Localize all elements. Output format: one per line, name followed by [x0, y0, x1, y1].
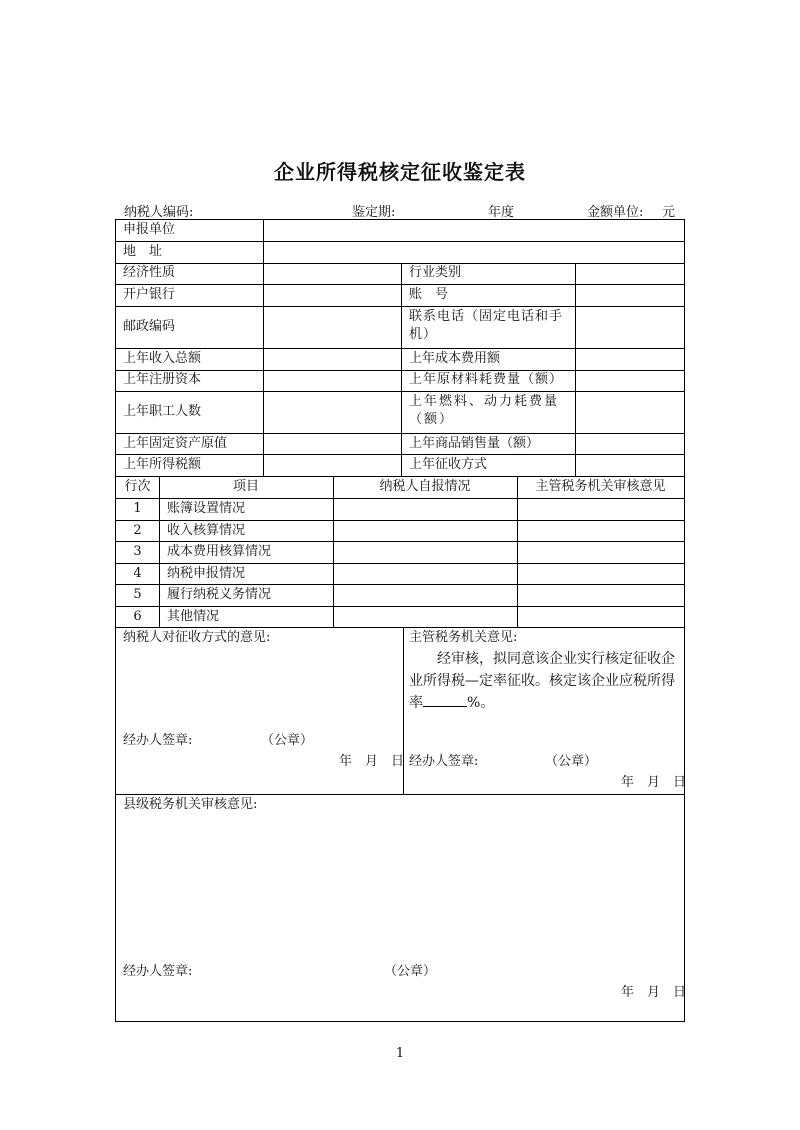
period-label: 鉴定期:	[352, 205, 396, 220]
account-label: 账 号	[409, 287, 449, 302]
raw-material-label: 上年原材料耗费量（额）	[409, 372, 564, 387]
row-item-name: 收入核算情况	[167, 523, 246, 538]
fixed-assets-label: 上年固定资产原值	[123, 436, 228, 451]
page-title: 企业所得税核定征收鉴定表	[274, 160, 526, 184]
row-item-name: 履行纳税义务情况	[167, 587, 272, 602]
taxpayer-code-label: 纳税人编码:	[124, 205, 194, 220]
fuel-power-label: 上年燃料、动力耗费量（额）	[409, 394, 560, 427]
declaring-unit-label: 申报单位	[123, 222, 176, 237]
row-item-name: 其他情况	[167, 609, 220, 624]
county-handler-sign: 经办人签章:	[123, 964, 193, 979]
income-tax-label: 上年所得税额	[123, 457, 202, 472]
authority-seal: （公章）	[545, 754, 598, 769]
economic-nature-label: 经济性质	[123, 265, 176, 280]
collection-method-label: 上年征收方式	[409, 457, 488, 472]
sales-label: 上年商品销售量（额）	[409, 436, 540, 451]
unit-value: 元	[662, 205, 676, 220]
form-table	[115, 219, 685, 1022]
authority-opinion-text	[409, 648, 679, 714]
taxpayer-handler-sign: 经办人签章:	[123, 733, 193, 748]
row-no: 1	[133, 501, 142, 516]
row-no: 6	[133, 609, 142, 624]
registered-capital-label: 上年注册资本	[123, 372, 202, 387]
row-item-name: 纳税申报情况	[167, 566, 246, 581]
col-header-no: 行次	[124, 479, 151, 494]
total-cost-label: 上年成本费用额	[409, 351, 501, 366]
col-header-self-report: 纳税人自报情况	[379, 479, 471, 494]
year-label: 年度	[488, 205, 515, 220]
county-seal: （公章）	[384, 964, 437, 979]
authority-opinion-label: 主管税务机关意见:	[409, 630, 518, 645]
col-header-item: 项目	[232, 479, 259, 494]
taxpayer-opinion-label: 纳税人对征收方式的意见:	[123, 630, 271, 645]
employees-label: 上年职工人数	[123, 404, 202, 419]
rate-blank-field	[423, 692, 467, 707]
postal-code-label: 邮政编码	[123, 319, 176, 334]
county-date: 年 月 日	[621, 985, 687, 1000]
industry-label: 行业类别	[409, 265, 462, 280]
address-label: 地 址	[123, 244, 163, 259]
phone-label: 联系电话（固定电话和手机）	[409, 309, 564, 342]
col-header-authority-review: 主管税务机关审核意见	[535, 479, 666, 494]
row-no: 2	[133, 523, 142, 538]
authority-opinion-text-part2: %。	[467, 695, 495, 711]
taxpayer-seal: （公章）	[261, 733, 314, 748]
page-number: 1	[395, 1046, 405, 1061]
row-no: 4	[133, 566, 142, 581]
authority-date: 年 月 日	[621, 775, 687, 790]
row-no: 5	[133, 587, 142, 602]
authority-handler-sign: 经办人签章:	[409, 754, 479, 769]
row-item-name: 账簿设置情况	[167, 501, 246, 516]
row-no: 3	[133, 544, 142, 559]
bank-label: 开户银行	[123, 287, 176, 302]
total-income-label: 上年收入总额	[123, 351, 202, 366]
unit-label: 金额单位:	[587, 205, 644, 220]
taxpayer-date: 年 月 日	[339, 754, 405, 769]
authority-opinion-text-part1: 经审核，拟同意该企业实行核定征收企业所得税—定率征收。核定该企业应税所得率	[409, 651, 675, 711]
county-opinion-label: 县级税务机关审核意见:	[123, 797, 258, 812]
row-item-name: 成本费用核算情况	[167, 544, 272, 559]
